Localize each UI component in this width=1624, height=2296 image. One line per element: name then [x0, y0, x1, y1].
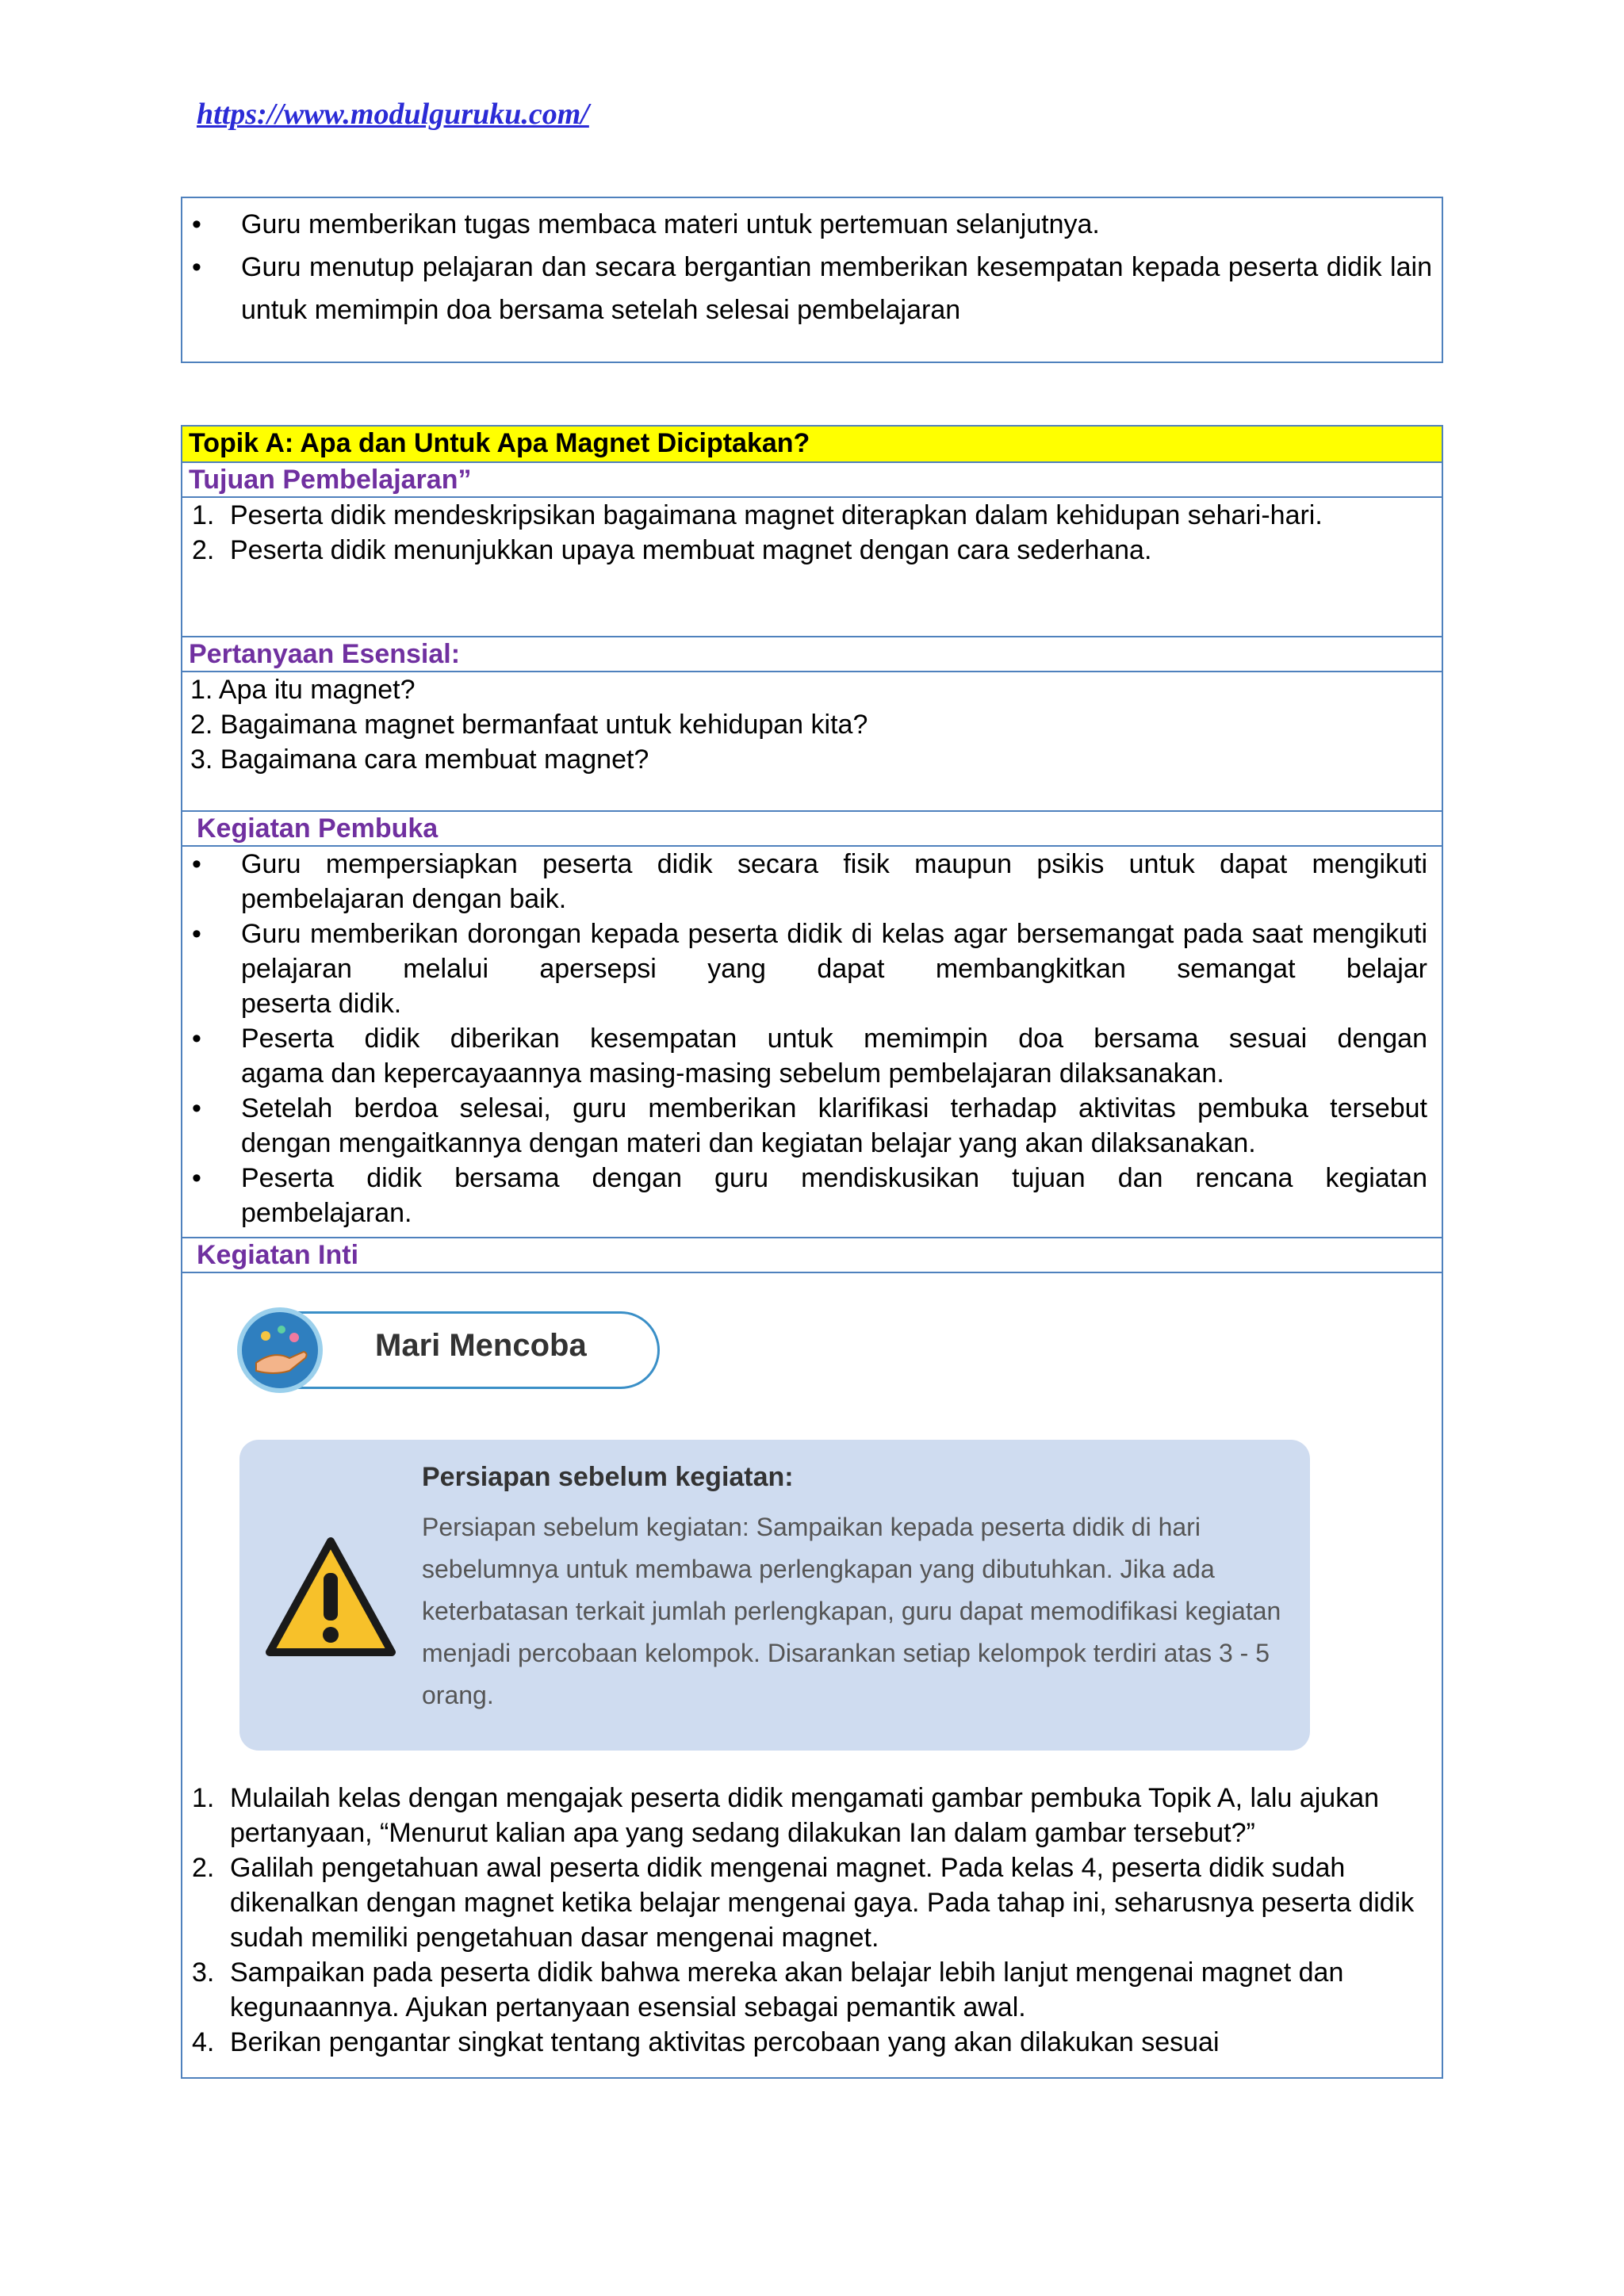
list-item: 1. Peserta didik mendeskripsikan bagaimana magnet diterapkan dalam kehidupan sehari-hari.: [192, 500, 1323, 530]
list-item: 2. Peserta didik menunjukkan upaya membuat magnet dengan cara sederhana.: [192, 535, 1152, 565]
list-item: • Guru menutup pelajaran dan secara bergantian memberikan kesempatan kepada peserta didik lain untuk memimpin doa bersama setelah selesai pembelajaran: [182, 246, 1442, 331]
list-item: • Peserta didik bersama dengan guru mendiskusikan tujuan dan rencana kegiatan pembelajaran.: [182, 1161, 1442, 1230]
pembuka-section: [182, 845, 1442, 1237]
activity-illustration: [182, 1273, 1442, 1781]
warning-body: Persiapan sebelum kegiatan: Sampaikan kepada peserta didik di hari sebelumnya untuk membawa perlengkapan yang dibutuhkan. Jika ada keterbatasan terkait jumlah perlengkapan, guru dapat memodifikasi kegiatan menjadi percobaan kelompok. Disarankan setiap kelompok terdiri atas 3 - 5 orang.: [422, 1513, 1281, 1709]
list-item: 2. Bagaimana magnet bermanfaat untuk kehidupan kita?: [190, 710, 868, 740]
tujuan-heading: Tujuan Pembelajaran”: [182, 461, 1442, 496]
mari-mencoba-banner: [239, 1311, 660, 1389]
warning-callout: [239, 1440, 1310, 1751]
list-item: 2. Galilah pengetahuan awal peserta didik mengenai magnet. Pada kelas 4, peserta didik sudah dikenalkan dengan magnet ketika belajar mengenai gaya. Pada tahap ini, seharusnya peserta didik sudah memiliki pengetahuan dasar mengenai magnet.: [192, 1853, 1415, 1953]
inti-section: [182, 1272, 1442, 2077]
list-item: • Setelah berdoa selesai, guru memberikan klarifikasi terhadap aktivitas pembuka tersebut dengan mengaitkannya dengan materi dan kegiatan belajar yang akan dilaksanakan.: [182, 1091, 1442, 1161]
list-item: • Guru mempersiapkan peserta didik secara fisik maupun psikis untuk dapat mengikuti pembelajaran dengan baik.: [182, 847, 1442, 916]
website-url-link[interactable]: https://www.modulguruku.com/: [197, 98, 589, 131]
banner-label: Mari Mencoba: [375, 1328, 587, 1363]
list-item: 3. Sampaikan pada peserta didik bahwa mereka akan belajar lebih lanjut mengenai magnet dan kegunaannya. Ajukan pertanyaan esensial sebagai pemantik awal.: [192, 1957, 1344, 2022]
esensial-section: [182, 671, 1442, 810]
warning-icon: [263, 1535, 398, 1666]
pembuka-heading: Kegiatan Pembuka: [182, 810, 1442, 845]
closing-activities-box: [181, 197, 1443, 363]
list-item: 1. Mulailah kelas dengan mengajak peserta didik mengamati gambar pembuka Topik A, lalu ajukan pertanyaan, “Menurut kalian apa yang sedang dilakukan Ian dalam gambar tersebut?”: [192, 1783, 1380, 1848]
list-item: 3. Bagaimana cara membuat magnet?: [190, 744, 649, 775]
inti-heading: Kegiatan Inti: [182, 1237, 1442, 1272]
list-item: • Guru memberikan dorongan kepada peserta didik di kelas agar bersemangat pada saat mengikuti pelajaran melalui apersepsi yang dapat membangkitkan semangat belajar peserta didik.: [182, 916, 1442, 1021]
tujuan-section: [182, 496, 1442, 636]
list-item: • Peserta didik diberikan kesempatan untuk memimpin doa bersama sesuai dengan agama dan kepercayaannya masing-masing sebelum pembelajaran dilaksanakan.: [182, 1021, 1442, 1091]
list-item: 4. Berikan pengantar singkat tentang aktivitas percobaan yang akan dilakukan sesuai: [192, 2027, 1220, 2057]
topic-table: [181, 425, 1443, 2079]
hand-icon: [237, 1307, 323, 1393]
warning-title: Persiapan sebelum kegiatan:: [422, 1462, 794, 1492]
list-item: 1. Apa itu magnet?: [190, 675, 416, 705]
topic-title: Topik A: Apa dan Untuk Apa Magnet Diciptakan?: [182, 427, 1442, 461]
esensial-heading: Pertanyaan Esensial:: [182, 636, 1442, 671]
list-item: • Guru memberikan tugas membaca materi untuk pertemuan selanjutnya.: [182, 203, 1442, 246]
